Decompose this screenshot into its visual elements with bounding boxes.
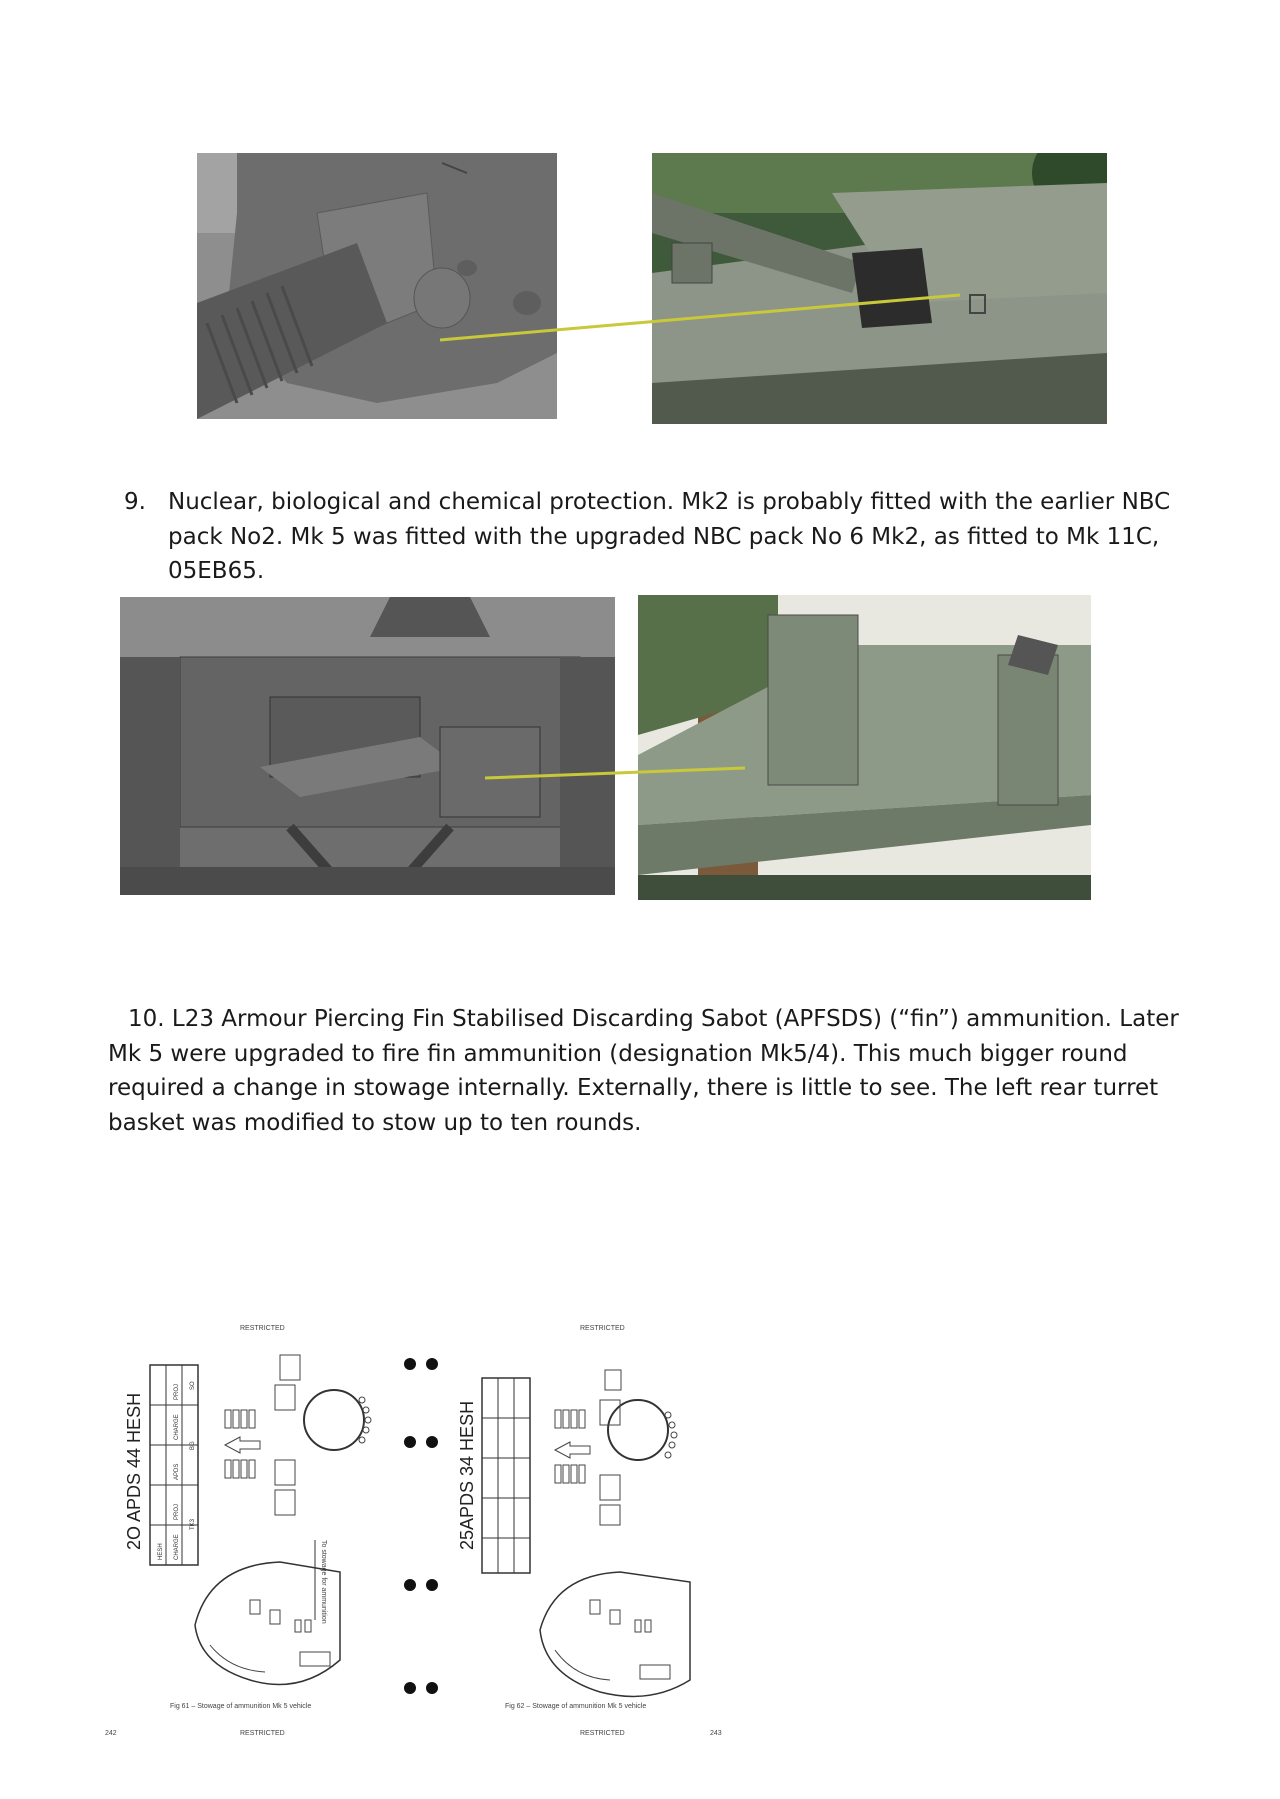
right-vertical-label: 25APDS 34 HESH [457, 1400, 477, 1550]
section-9-number: 9. [124, 489, 146, 515]
table-header-apds: APDS [174, 1463, 180, 1480]
section-10-text: L23 Armour Piercing Fin Stabilised Discarding Sabot (APFSDS) (“fin”) ammunition. Later Mk 5 were upgraded to fire fin ammunition (designation Mk5/4). This much bigger round required a change in stowage internally. Externally, there is little to see. The left rear turret basket was modified to stow up to ten rounds. [108, 1006, 1179, 1136]
table-header-bg: BG [190, 1441, 196, 1450]
render-nbc-pack-image [120, 597, 615, 895]
table-header-proj-2: PROJ [174, 1383, 180, 1400]
table-header-charge: CHARGE [174, 1534, 180, 1560]
scan-caption-left: Fig 61 – Stowage of ammunition Mk 5 vehicle [170, 1703, 312, 1710]
photo-mantlet-image [652, 153, 1107, 424]
render-mantlet-image [197, 153, 557, 419]
section-9-paragraph [124, 485, 1184, 589]
photo-nbc-pack-image [638, 595, 1091, 900]
scan-caption-right: Fig 62 – Stowage of ammunition Mk 5 vehicle [505, 1703, 647, 1710]
ammunition-stowage-scan [100, 1300, 740, 1750]
table-header-tk3: TK3 [190, 1518, 196, 1530]
scan-header-right: RESTRICTED [580, 1325, 625, 1332]
section-10-paragraph [108, 1002, 1188, 1140]
scan-footer-right: RESTRICTED [580, 1730, 625, 1737]
scan-page-right: 243 [710, 1730, 722, 1737]
section-10-number: 10. [128, 1006, 165, 1032]
scan-header-left: RESTRICTED [240, 1325, 285, 1332]
table-header-proj: PROJ [174, 1503, 180, 1520]
table-header-hesh: HESH [158, 1543, 164, 1560]
table-header-charge-2: CHARGE [174, 1414, 180, 1440]
left-vertical-label: 2O APDS 44 HESH [124, 1392, 144, 1550]
table-header-so: SO [190, 1381, 196, 1390]
scan-page-left: 242 [105, 1730, 117, 1737]
section-9-text: Nuclear, biological and chemical protection. Mk2 is probably fitted with the earlier NBC pack No2. Mk 5 was fitted with the upgraded NBC pack No 6 Mk2, as fitted to Mk 11C, 05EB65. [168, 489, 1171, 584]
scan-annotation: To stowage for ammunition [320, 1540, 327, 1624]
scan-footer-left: RESTRICTED [240, 1730, 285, 1737]
